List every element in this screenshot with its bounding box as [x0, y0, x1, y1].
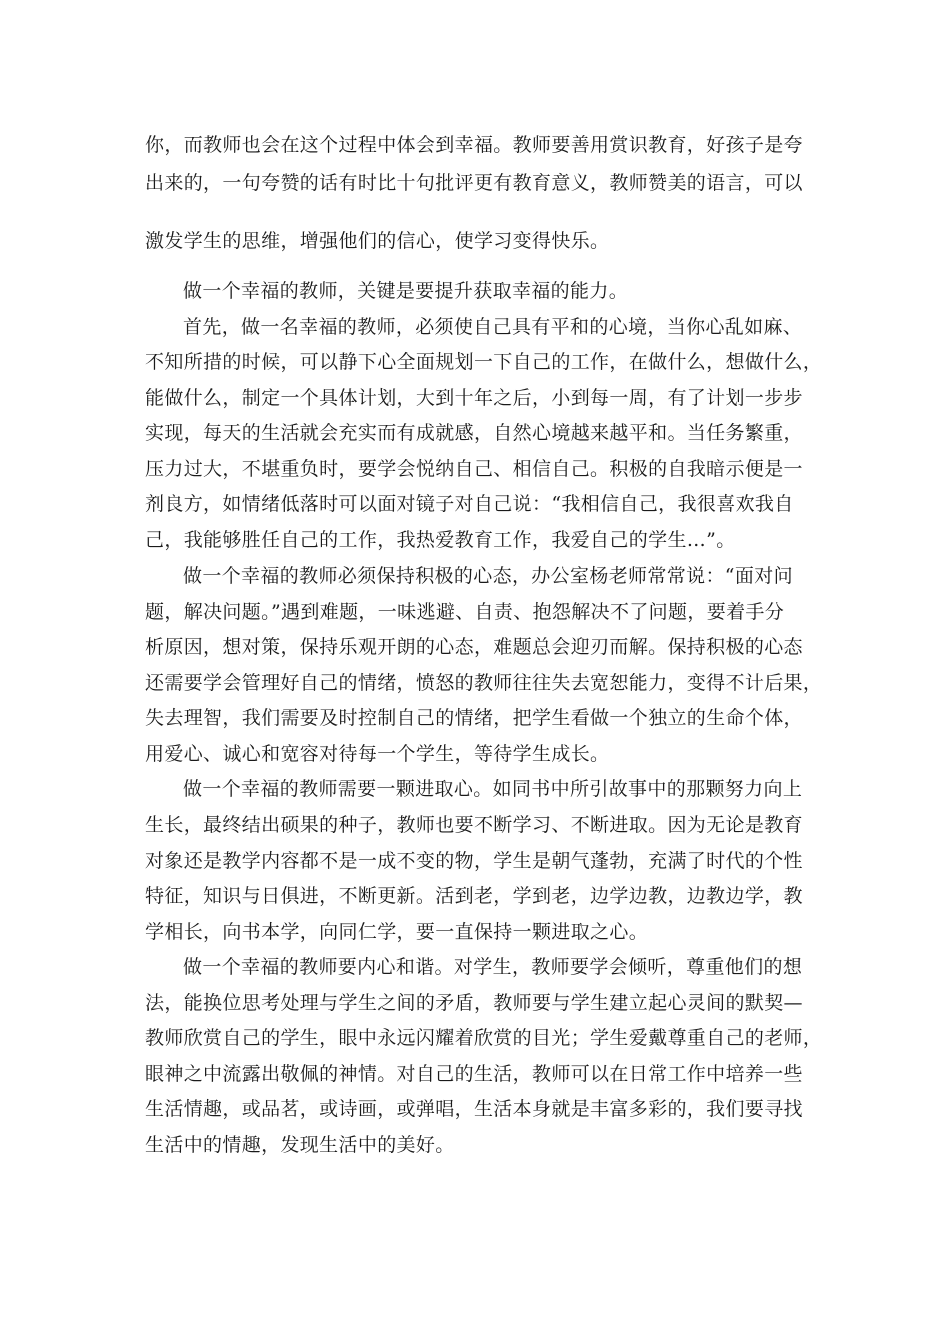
text-line: 生活中的情趣，发现生活中的美好。 [145, 1134, 455, 1156]
text-line: 题，解决问题。”遇到难题，一味逃避、自责、抱怨解决不了问题，要着手分 [145, 601, 785, 623]
paragraph-start-line: 做一个幸福的教师要内心和谐。对学生，教师要学会倾听，尊重他们的想 [183, 956, 803, 978]
text-line: 生长，最终结出硕果的种子，教师也要不断学习、不断进取。因为无论是教育 [145, 814, 803, 836]
text-line: 对象还是教学内容都不是一成不变的物，学生是朝气蓬勃，充满了时代的个性 [145, 850, 803, 872]
text-line-1: 你，而教师也会在这个过程中体会到幸福。教师要善用赏识教育，好孩子是夸 [145, 134, 803, 156]
text-line: 用爱心、诚心和宽容对待每一个学生，等待学生成长。 [145, 743, 610, 765]
text-line: 剂良方，如情绪低落时可以面对镜子对自己说：“我相信自己，我很喜欢我自 [145, 493, 794, 515]
text-line: 学相长，向书本学，向同仁学，要一直保持一颗进取之心。 [145, 921, 649, 943]
text-line: 压力过大，不堪重负时，要学会悦纳自己、相信自己。积极的自我暗示便是一 [145, 458, 803, 480]
text-line-3: 激发学生的思维，增强他们的信心，使学习变得快乐。 [145, 230, 610, 252]
paragraph-start-line: 做一个幸福的教师必须保持积极的心态，办公室杨老师常常说：“面对问 [183, 565, 793, 587]
text-line: 析原因，想对策，保持乐观开朗的心态，难题总会迎刃而解。保持积极的心态 [145, 636, 803, 658]
text-line: 己，我能够胜任自己的工作，我热爱教育工作，我爱自己的学生…”。 [145, 529, 736, 551]
text-line: 特征，知识与日俱进，不断更新。活到老，学到老，边学边教，边教边学，教 [145, 885, 803, 907]
text-line: 失去理智，我们需要及时控制自己的情绪，把学生看做一个独立的生命个体， [145, 707, 803, 729]
text-line: 法，能换位思考处理与学生之间的矛盾，教师要与学生建立起心灵间的默契— [145, 992, 803, 1014]
text-line-2: 出来的，一句夸赞的话有时比十句批评更有教育意义，教师赞美的语言，可以 [145, 172, 803, 194]
paragraph-start-line: 做一个幸福的教师需要一颗进取心。如同书中所引故事中的那颗努力向上 [183, 778, 803, 800]
text-line: 能做什么，制定一个具体计划，大到十年之后，小到每一周，有了计划一步步 [145, 387, 803, 409]
text-line: 生活情趣，或品茗，或诗画，或弹唱，生活本身就是丰富多彩的，我们要寻找 [145, 1098, 803, 1120]
text-line: 还需要学会管理好自己的情绪，愤怒的教师往往失去宽恕能力，变得不计后果， [145, 672, 823, 694]
text-line: 教师欣赏自己的学生，眼中永远闪耀着欣赏的目光；学生爱戴尊重自己的老师， [145, 1027, 823, 1049]
text-line: 不知所措的时候，可以静下心全面规划一下自己的工作，在做什么，想做什么， [145, 351, 823, 373]
paragraph-start-line: 首先，做一名幸福的教师，必须使自己具有平和的心境，当你心乱如麻、 [183, 316, 803, 338]
text-line: 实现，每天的生活就会充实而有成就感，自然心境越来越平和。当任务繁重， [145, 422, 803, 444]
paragraph-start-line: 做一个幸福的教师，关键是要提升获取幸福的能力。 [183, 280, 629, 302]
text-line: 眼神之中流露出敬佩的神情。对自己的生活，教师可以在日常工作中培养一些 [145, 1063, 803, 1085]
